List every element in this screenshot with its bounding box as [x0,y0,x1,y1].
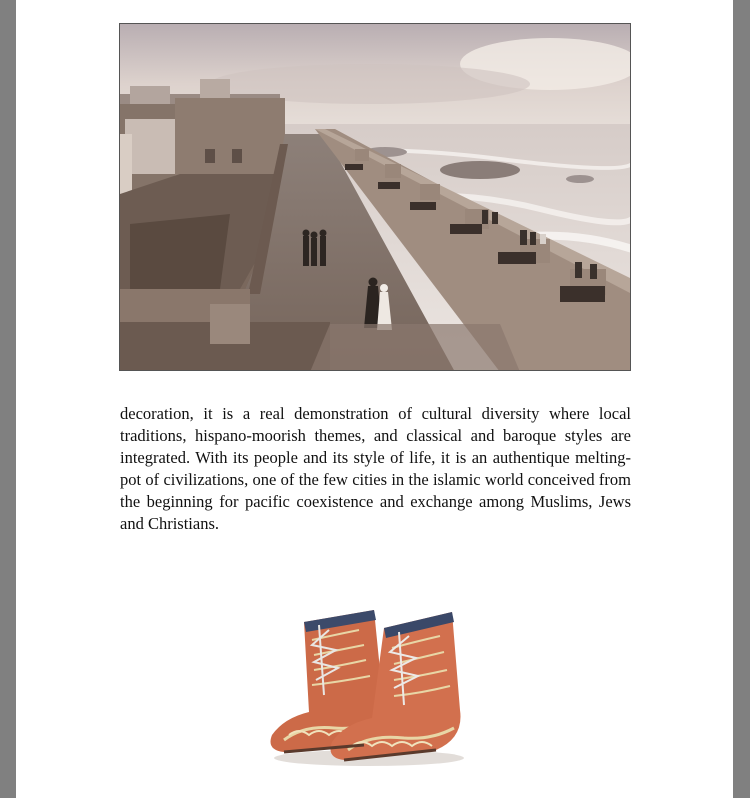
boots-drawing [264,600,464,775]
rampart-photo-drawing [120,24,631,371]
boots-illustration [264,600,464,775]
rampart-photo [119,23,631,371]
document-page [16,0,733,798]
body-paragraph: decoration, it is a real demonstration of cultural diversity where local traditions, hispano-moorish themes, and classical and baroque styles are integrated. With its people and its style of life, it is an authentique melting-pot of civilizations, one of the few cities in the islamic world conceived from the beginning for pacific coexistence and exchange among Muslims, Jews and Christians. [120,404,631,533]
